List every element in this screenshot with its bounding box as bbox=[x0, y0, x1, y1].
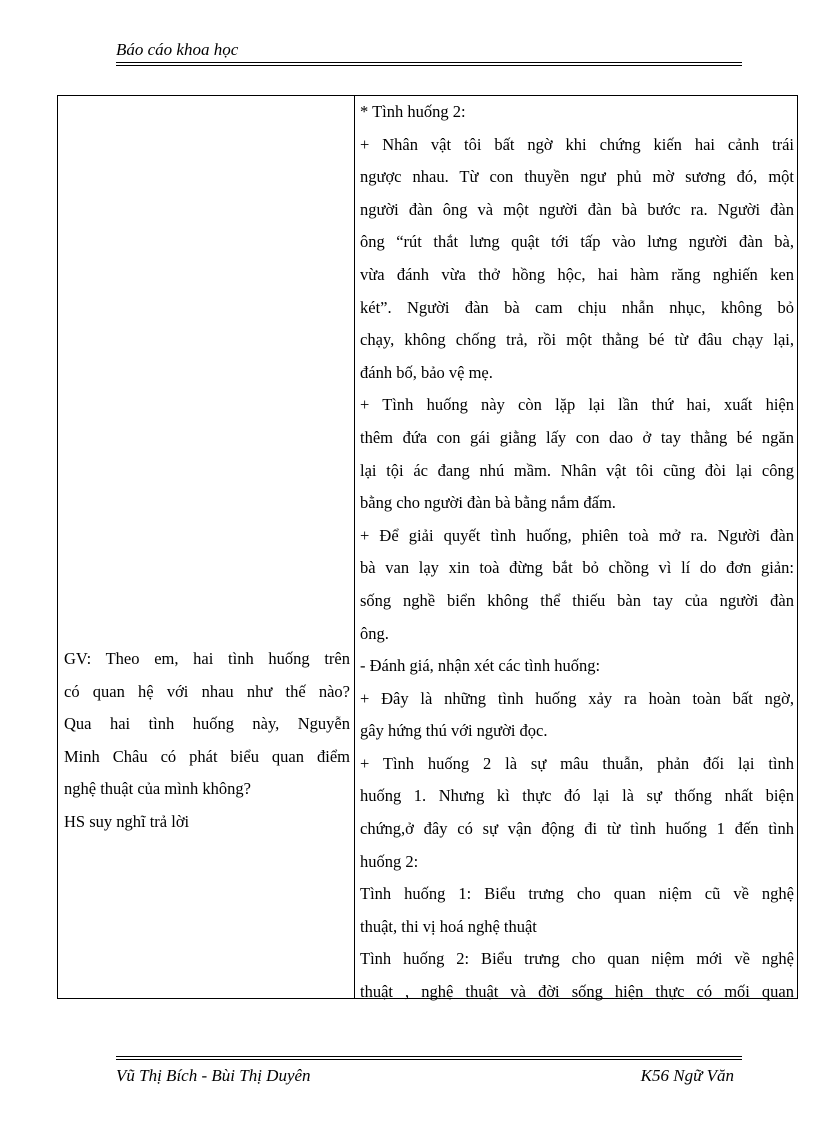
footer-rule bbox=[116, 1059, 742, 1060]
left-column bbox=[64, 643, 350, 839]
right-line: đánh bố, bảo vệ mẹ. bbox=[360, 362, 493, 382]
right-line: * Tình huống 2: bbox=[360, 102, 466, 121]
right-line: sống nghề biển không thể thiếu bàn tay của người đàn bbox=[360, 590, 794, 610]
right-line: vừa đánh vừa thở hồng hộc, hai hàm răng nghiến ken bbox=[360, 264, 794, 284]
right-line: - Đánh giá, nhận xét các tình huống: bbox=[360, 656, 601, 676]
right-line: + Tình huống 2 là sự mâu thuẫn, phản đối lại tình bbox=[360, 753, 794, 773]
footer-class: K56 Ngữ Văn bbox=[640, 1066, 734, 1085]
left-line: HS suy nghĩ trả lời bbox=[64, 811, 190, 831]
right-line: + Để giải quyết tình huống, phiên toà mở ra. Người đàn bbox=[360, 525, 794, 545]
right-line: bà van lạy xin toà đừng bắt bỏ chồng vì lí do đơn giản: bbox=[360, 558, 794, 578]
right-line: Tình huống 2: Biểu trưng cho quan niệm mới về nghệ bbox=[360, 949, 794, 969]
header-rule bbox=[116, 62, 742, 63]
right-column bbox=[360, 96, 794, 1009]
right-line: + Tình huống này còn lặp lại lần thứ hai, xuất hiện bbox=[360, 395, 794, 415]
right-line: két”. Người đàn bà cam chịu nhẫn nhục, không bỏ bbox=[360, 297, 794, 317]
right-line: chạy, không chống trả, rồi một thằng bé từ đâu chạy lại, bbox=[360, 330, 794, 350]
right-line: thêm đứa con gái giằng lấy con dao ở tay thằng bé ngăn bbox=[360, 427, 794, 447]
footer-rule-thick bbox=[116, 1056, 742, 1057]
right-line: thuật , nghệ thuật và đời sống hiện thực có mối quan bbox=[360, 982, 794, 1002]
content-table bbox=[57, 95, 798, 1002]
right-line: gây hứng thú với người đọc. bbox=[360, 721, 548, 741]
left-line: Qua hai tình huống này, Nguyễn bbox=[64, 714, 350, 734]
right-line: người đàn ông và một người đàn bà bước ra. Người đàn bbox=[360, 199, 794, 219]
page-header bbox=[116, 40, 742, 68]
left-line: Minh Châu có phát biểu quan điểm bbox=[64, 746, 350, 766]
page-footer bbox=[116, 1056, 742, 1096]
right-line: Tình huống 1: Biểu trưng cho quan niệm cũ về nghệ bbox=[360, 884, 794, 904]
footer-authors: Vũ Thị Bích - Bùi Thị Duyên bbox=[116, 1066, 311, 1085]
right-line: thuật, thi vị hoá nghệ thuật bbox=[360, 916, 537, 936]
right-line: ông. bbox=[360, 623, 389, 643]
left-line: nghệ thuật của mình không? bbox=[64, 779, 251, 799]
right-line: huống 1. Nhưng kì thực đó lại là sự thống nhất biện bbox=[360, 786, 794, 806]
right-line: ngược nhau. Từ con thuyền ngư phủ mờ sương đó, một bbox=[360, 167, 794, 187]
header-title: Báo cáo khoa học bbox=[116, 40, 239, 59]
column-divider bbox=[354, 96, 355, 998]
right-line: + Đây là những tình huống xảy ra hoàn toàn bất ngờ, bbox=[360, 688, 794, 708]
right-line: lại tội ác đang nhú mầm. Nhân vật tôi cũng đòi lại công bbox=[360, 460, 794, 480]
right-line: chứng,ở đây có sự vận động đi từ tình huống 1 đến tình bbox=[360, 819, 794, 839]
right-line: + Nhân vật tôi bất ngờ khi chứng kiến hai cảnh trái bbox=[360, 134, 794, 154]
right-line: bằng cho người đàn bà bằng nắm đấm. bbox=[360, 493, 616, 513]
left-line: có quan hệ với nhau như thế nào? bbox=[64, 681, 350, 701]
header-rule-thick bbox=[116, 65, 742, 66]
right-line: huống 2: bbox=[360, 851, 419, 871]
right-line: ông “rút thắt lưng quật tới tấp vào lưng người đàn bà, bbox=[360, 232, 794, 252]
left-line: GV: Theo em, hai tình huống trên bbox=[64, 649, 350, 668]
